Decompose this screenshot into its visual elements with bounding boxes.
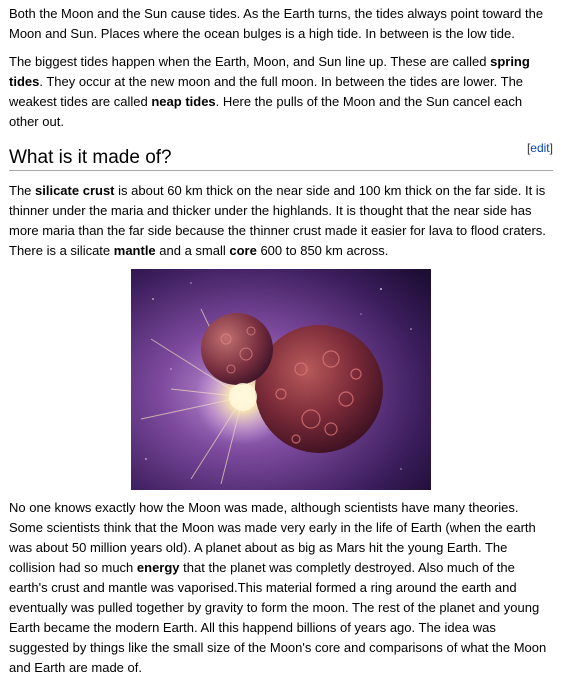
text-run: . Here the pulls of the Moon and the Sun cancel each other out. xyxy=(9,94,523,129)
text-run: that the planet was completly destroyed. Also much of the earth's crust and mantle was vaporised.This material formed a ring around the earth and eventually was pulled together by gravity to form the moon. The rest of the planet and young Earth became the modern Earth. All this happend billions of years ago. The idea was suggested by things like the small size of the Moon's core and comparisons of what the Moon and Earth are made of. xyxy=(9,560,547,675)
text-run: is about 60 km thick on the near side and 100 km thick on the far side. It is thinner under the maria and thicker under the highlands. It is thought that the near side has more maria than the far side because the thinner crust made it easier for lava to flood craters. There is a silicate xyxy=(9,183,546,258)
planetary-collision-illustration xyxy=(131,269,431,490)
mantle-term: mantle xyxy=(113,243,156,258)
edit-link[interactable]: edit xyxy=(530,141,550,155)
tides-paragraph xyxy=(9,4,553,44)
collision-image[interactable] xyxy=(131,269,431,490)
edit-section xyxy=(527,138,553,158)
text-run: . They occur at the new moon and the full moon. In between the tides are lower. The weakest tides are called xyxy=(9,74,524,109)
spring-neap-paragraph xyxy=(9,52,553,132)
section-heading xyxy=(9,141,553,171)
neap-tides-term: neap tides xyxy=(151,94,216,109)
edit-bracket-open: [ xyxy=(526,141,531,155)
text-run: 600 to 850 km across. xyxy=(256,243,389,258)
silicate-crust-term: silicate crust xyxy=(35,183,115,198)
composition-paragraph xyxy=(9,181,553,261)
text-run: and a small xyxy=(155,243,230,258)
core-term: core xyxy=(229,243,257,258)
edit-bracket-close: ] xyxy=(549,141,553,155)
energy-term: energy xyxy=(136,560,180,575)
text-run: The biggest tides happen when the Earth, Moon, and Sun line up. These are called xyxy=(9,54,491,69)
formation-paragraph xyxy=(9,498,553,678)
section-title: What is it made of? xyxy=(9,147,172,168)
text-run: The xyxy=(9,183,36,198)
text-run: No one knows exactly how the Moon was made, although scientists have many theories. Some scientists think that the Moon was made very early in the life of Earth (when the earth was about 50 million years old). A planet about as big as Mars hit the young Earth. The collision had so much xyxy=(9,500,536,575)
tides-text: Both the Moon and the Sun cause tides. As the Earth turns, the tides always point toward the Moon and Sun. Places where the ocean bulges is a high tide. In between is the low tide. xyxy=(9,6,544,41)
spring-tides-term: spring tides xyxy=(9,54,530,89)
